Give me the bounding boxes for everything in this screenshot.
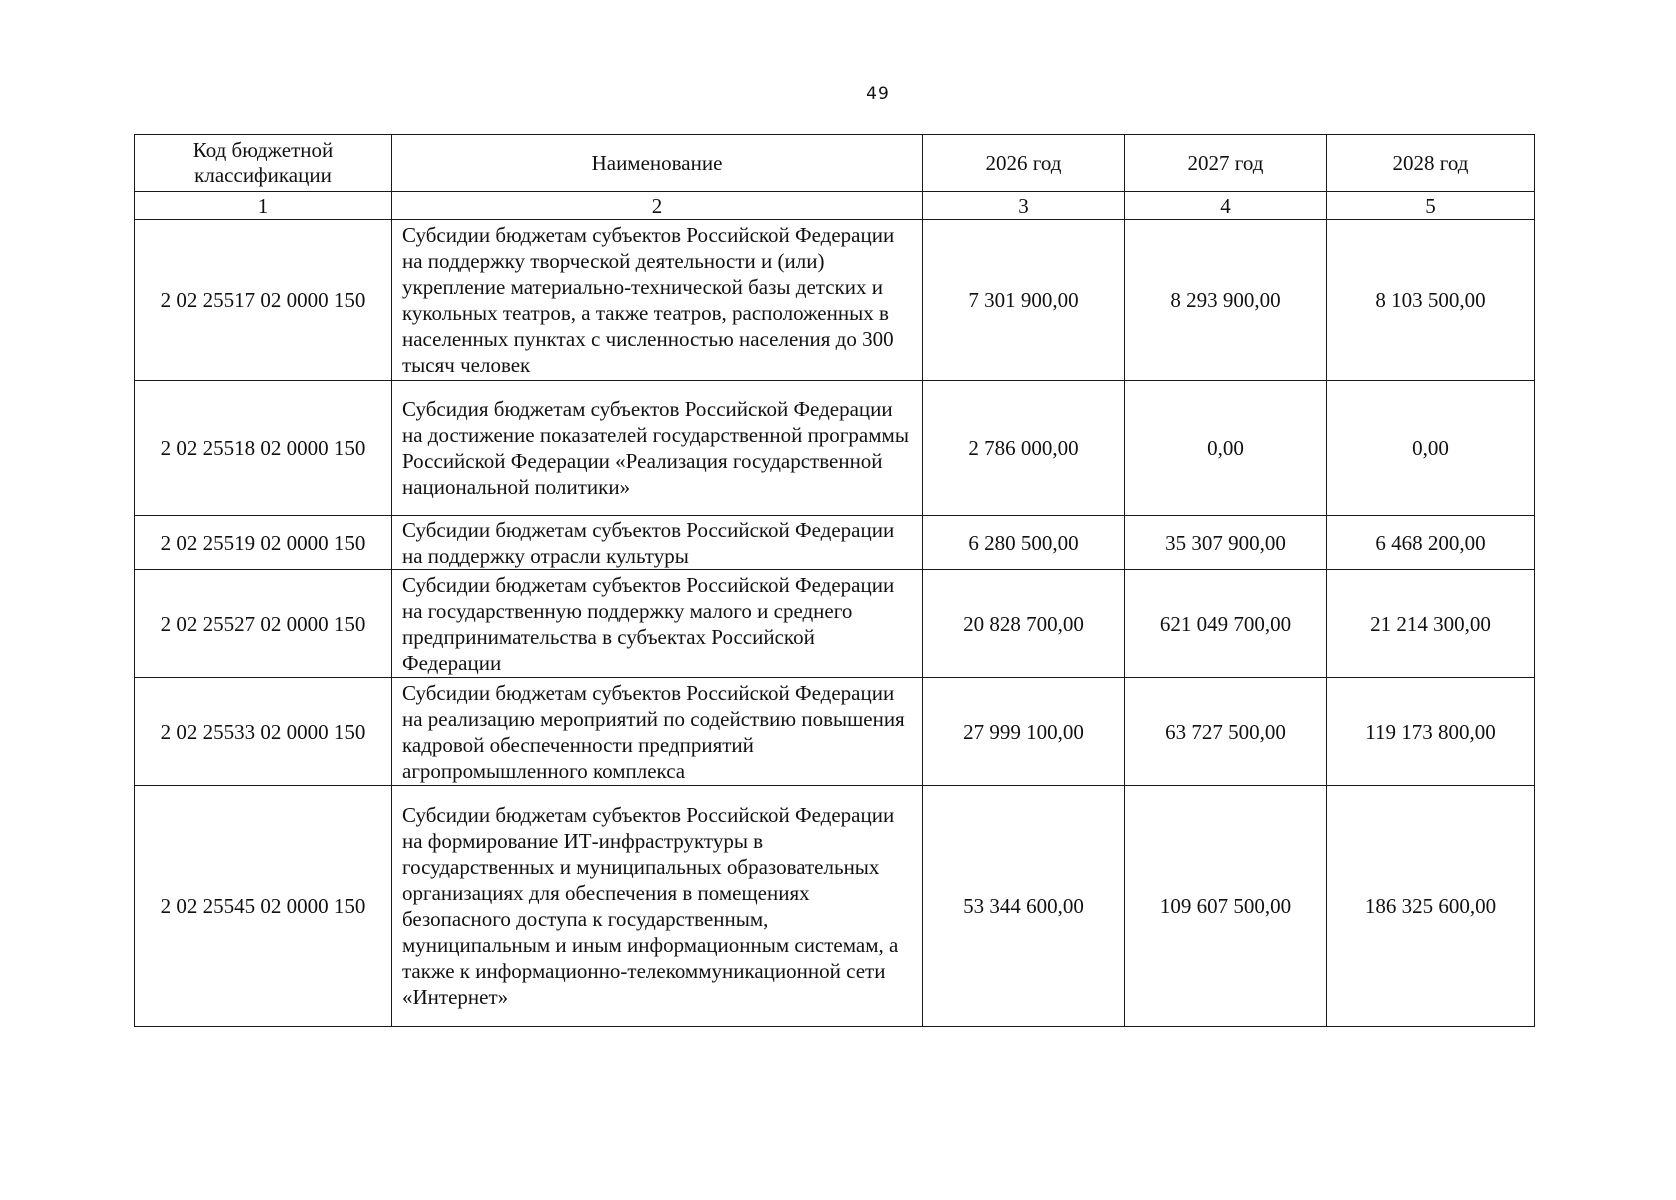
row-name: Субсидии бюджетам субъектов Российской Федерации на поддержку отрасли культуры [392,516,923,570]
row-code: 2 02 25518 02 0000 150 [135,381,392,516]
column-number: 2 [392,192,923,220]
row-amount-2028: 21 214 300,00 [1327,570,1535,678]
row-amount-2027: 109 607 500,00 [1125,786,1327,1027]
row-amount-2027: 8 293 900,00 [1125,220,1327,381]
header-year-2026: 2026 год [923,135,1125,192]
page-number: 49 [866,84,890,104]
row-name: Субсидии бюджетам субъектов Российской Федерации на формирование ИТ-инфраструктуры в государственных и муниципальных образовательных организациях для обеспечения в помещениях безопасного доступа к государственным, муниципальным и иным информационным системам, а также к информационно-телекоммуникационной сети «Интернет» [392,786,923,1027]
row-name: Субсидии бюджетам субъектов Российской Федерации на поддержку творческой деятельности и (или) укрепление материально-технической базы детских и кукольных театров, а также театров, расположенных в населенных пунктах с численностью населения до 300 тысяч человек [392,220,923,381]
header-year-2028: 2028 год [1327,135,1535,192]
row-code: 2 02 25533 02 0000 150 [135,678,392,786]
table-row [135,678,1535,786]
table-row [135,570,1535,678]
row-amount-2028: 8 103 500,00 [1327,220,1535,381]
row-amount-2026: 2 786 000,00 [923,381,1125,516]
row-amount-2028: 0,00 [1327,381,1535,516]
row-amount-2027: 621 049 700,00 [1125,570,1327,678]
row-amount-2028: 119 173 800,00 [1327,678,1535,786]
row-amount-2026: 53 344 600,00 [923,786,1125,1027]
row-amount-2026: 7 301 900,00 [923,220,1125,381]
header-year-2027: 2027 год [1125,135,1327,192]
row-code: 2 02 25545 02 0000 150 [135,786,392,1027]
row-name: Субсидии бюджетам субъектов Российской Федерации на государственную поддержку малого и среднего предпринимательства в субъектах Российской Федерации [392,570,923,678]
row-name: Субсидия бюджетам субъектов Российской Федерации на достижение показателей государственной программы Российской Федерации «Реализация государственной национальной политики» [392,381,923,516]
row-amount-2026: 20 828 700,00 [923,570,1125,678]
column-number: 3 [923,192,1125,220]
row-amount-2028: 6 468 200,00 [1327,516,1535,570]
table-header-row [135,135,1535,192]
table-row [135,516,1535,570]
row-name: Субсидии бюджетам субъектов Российской Федерации на реализацию мероприятий по содействию повышения кадровой обеспеченности предприятий агропромышленного комплекса [392,678,923,786]
row-amount-2026: 27 999 100,00 [923,678,1125,786]
header-code: Код бюджетной классификации [135,135,392,192]
column-number: 5 [1327,192,1535,220]
row-code: 2 02 25519 02 0000 150 [135,516,392,570]
row-amount-2027: 63 727 500,00 [1125,678,1327,786]
row-code: 2 02 25527 02 0000 150 [135,570,392,678]
column-number: 1 [135,192,392,220]
table-row [135,786,1535,1027]
row-code: 2 02 25517 02 0000 150 [135,220,392,381]
column-number: 4 [1125,192,1327,220]
header-name: Наименование [392,135,923,192]
row-amount-2027: 0,00 [1125,381,1327,516]
row-amount-2028: 186 325 600,00 [1327,786,1535,1027]
table-row [135,381,1535,516]
row-amount-2026: 6 280 500,00 [923,516,1125,570]
budget-table [134,134,1535,1027]
column-number-row [135,192,1535,220]
row-amount-2027: 35 307 900,00 [1125,516,1327,570]
table-row [135,220,1535,381]
